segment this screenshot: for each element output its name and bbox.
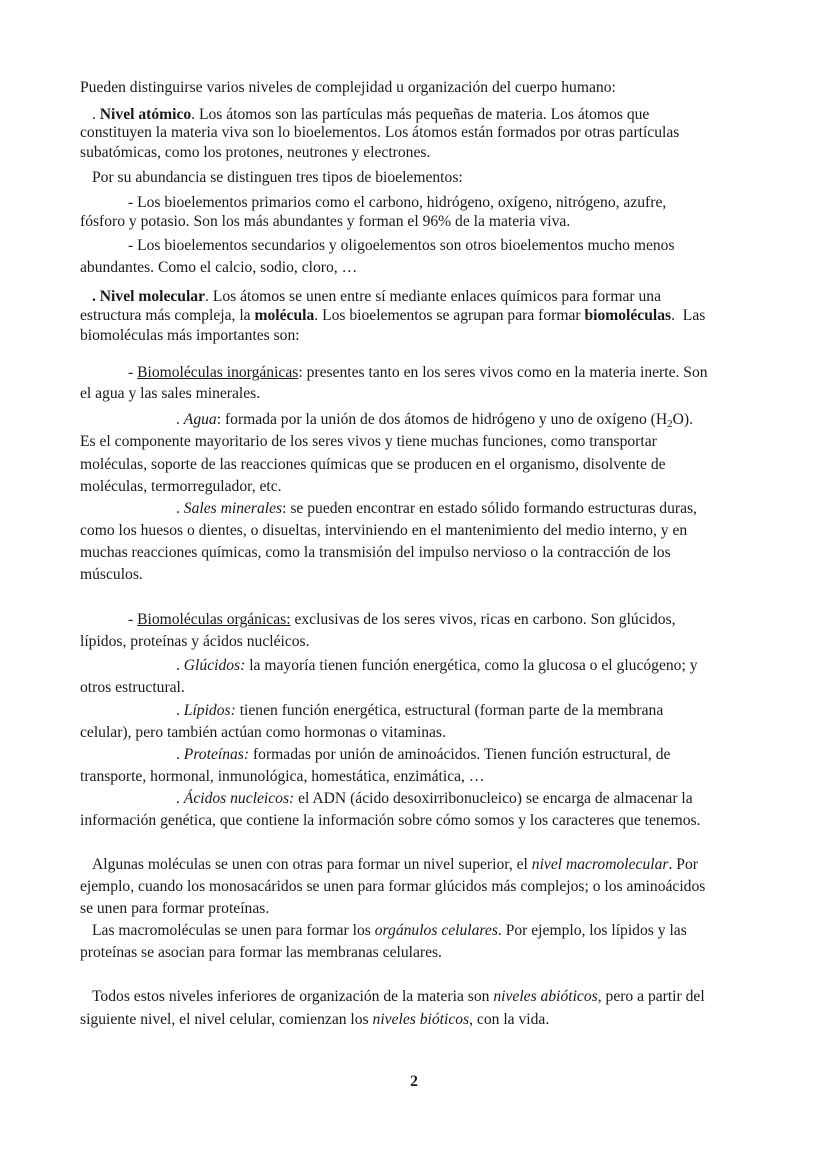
text-span: -	[128, 364, 138, 381]
text-line	[92, 105, 649, 125]
text-span: muchas reacciones químicas, como la transmisión del impulso nervioso o la contracción de los	[80, 544, 671, 561]
text-span: Es el componente mayoritario de los seres vivos y tiene muchas funciones, como transportar	[80, 433, 657, 450]
text-span: . Los átomos son las partículas más pequeñas de materia. Los átomos que	[191, 106, 650, 123]
text-span: lípidos, proteínas y ácidos nucléicos.	[80, 633, 310, 650]
text-line	[80, 78, 616, 98]
text-span: - Los bioelementos secundarios y oligoelementos son otros bioelementos mucho menos	[128, 237, 675, 254]
italic-text: nivel macromolecular	[531, 856, 669, 873]
text-line	[80, 258, 357, 278]
text-line	[128, 193, 666, 213]
italic-text: Glúcidos:	[183, 657, 246, 674]
text-span: . Los átomos se unen entre sí mediante enlaces químicos para formar una	[205, 288, 661, 305]
page-number: 2	[410, 1073, 418, 1090]
italic-text: Lípidos:	[183, 702, 236, 719]
text-span: biomoléculas más importantes son:	[80, 327, 300, 344]
text-line	[80, 123, 679, 143]
text-line	[80, 212, 570, 232]
text-line	[128, 236, 675, 256]
text-line	[80, 384, 260, 404]
text-span: , con la vida.	[469, 1011, 550, 1028]
italic-text: orgánulos celulares	[374, 922, 498, 939]
underlined-text: Biomoléculas orgánicas:	[137, 611, 291, 628]
text-span: ejemplo, cuando los monosacáridos se unen para formar glúcidos más complejos; o los aminoácidos	[80, 878, 706, 895]
text-line	[176, 745, 670, 765]
text-span: celular), pero también actúan como hormonas o vitaminas.	[80, 724, 446, 741]
bold-text: . Nivel molecular	[92, 288, 206, 305]
text-span: tienen función energética, estructural (forman parte de la membrana	[235, 702, 664, 719]
text-line	[80, 678, 185, 698]
text-span: la mayoría tienen función energética, como la glucosa o el glucógeno; y	[245, 657, 698, 674]
text-span: .	[176, 657, 184, 674]
text-span: . Por ejemplo, los lípidos y las	[497, 922, 687, 939]
text-line	[80, 543, 671, 563]
text-span: . Por	[668, 856, 698, 873]
bold-text: Nivel atómico	[99, 106, 192, 123]
text-line	[80, 326, 300, 346]
text-span: proteínas se asocian para formar las membranas celulares.	[80, 944, 442, 961]
text-span: músculos.	[80, 566, 143, 583]
text-span: . Las	[671, 307, 706, 324]
text-span: el agua y las sales minerales.	[80, 385, 261, 402]
text-line	[176, 789, 693, 809]
text-span: .	[176, 746, 184, 763]
bold-text: molécula	[254, 307, 315, 324]
text-span: : presentes tanto en los seres vivos como en la materia inerte. Son	[298, 364, 708, 381]
text-line	[80, 811, 701, 831]
text-line	[128, 363, 708, 383]
text-span: otros estructural.	[80, 679, 185, 696]
text-span: -	[128, 611, 138, 628]
text-span: Las macromoléculas se unen para formar los	[92, 922, 375, 939]
text-span: información genética, que contiene la información sobre cómo somos y los caracteres que tenemos.	[80, 812, 701, 829]
text-span: exclusivas de los seres vivos, ricas en carbono. Son glúcidos,	[290, 611, 676, 628]
text-span: Todos estos niveles inferiores de organización de la materia son	[92, 988, 494, 1005]
text-line	[80, 943, 442, 963]
text-span: fósforo y potasio. Son los más abundantes y forman el 96% de la materia viva.	[80, 213, 571, 230]
text-span: el ADN (ácido desoxirribonucleico) se encarga de almacenar la	[294, 790, 693, 807]
text-span: formadas por unión de aminoácidos. Tienen función estructural, de	[249, 746, 671, 763]
text-span: Por su abundancia se distinguen tres tipos de bioelementos:	[92, 169, 463, 186]
text-span: estructura más compleja, la	[80, 307, 255, 324]
text-span: . Los bioelementos se agrupan para formar	[314, 307, 585, 324]
text-span: O).	[672, 411, 693, 428]
text-line	[80, 767, 484, 787]
text-span: .	[176, 790, 184, 807]
text-line	[92, 287, 661, 307]
text-line	[92, 987, 705, 1007]
underlined-text: Biomoléculas inorgánicas	[137, 364, 299, 381]
text-span: .	[176, 500, 184, 517]
text-span: : formada por la unión de dos átomos de hidrógeno y uno de oxígeno (H	[216, 411, 668, 428]
text-line	[176, 701, 663, 721]
bold-text: biomoléculas	[584, 307, 672, 324]
subscript-text: 2	[667, 418, 673, 430]
italic-text: Ácidos nucleicos:	[183, 790, 295, 807]
text-line	[128, 610, 676, 630]
text-line	[80, 899, 269, 919]
text-line	[80, 877, 705, 897]
text-line	[80, 632, 310, 652]
text-span: .	[176, 411, 184, 428]
text-line	[176, 499, 697, 519]
text-line	[80, 565, 143, 585]
text-span: como los huesos o dientes, o disueltas, interviniendo en el mantenimiento del medio interno, y en	[80, 522, 688, 539]
text-span: transporte, hormonal, inmunológica, homestática, enzimática, …	[80, 768, 485, 785]
text-span: subatómicas, como los protones, neutrones y electrones.	[80, 144, 431, 161]
text-line	[176, 656, 698, 676]
text-line	[92, 921, 687, 941]
text-line	[80, 455, 666, 475]
text-line	[80, 306, 705, 326]
text-span: constituyen la materia viva son lo bioelementos. Los átomos están formados por otras partículas	[80, 124, 680, 141]
text-line	[80, 1010, 549, 1030]
text-line	[80, 521, 687, 541]
text-line	[80, 723, 446, 743]
text-span: moléculas, termorregulador, etc.	[80, 478, 282, 495]
text-span: : se pueden encontrar en estado sólido formando estructuras duras,	[282, 500, 697, 517]
text-span: - Los bioelementos primarios como el carbono, hidrógeno, oxígeno, nitrógeno, azufre,	[128, 194, 667, 211]
italic-text: niveles abióticos	[493, 988, 598, 1005]
text-line	[80, 143, 430, 163]
text-span: abundantes. Como el calcio, sodio, cloro, …	[80, 259, 358, 276]
italic-text: Sales minerales	[183, 500, 283, 517]
italic-text: niveles bióticos	[372, 1011, 470, 1028]
text-line	[80, 432, 657, 452]
text-line	[176, 410, 693, 434]
text-span: Pueden distinguirse varios niveles de complejidad u organización del cuerpo humano:	[80, 79, 616, 96]
text-line	[92, 855, 698, 875]
text-span: .	[176, 702, 184, 719]
text-span: siguiente nivel, el nivel celular, comienzan los	[80, 1011, 373, 1028]
text-span: , pero a partir del	[597, 988, 705, 1005]
text-line	[80, 477, 282, 497]
text-span: .	[92, 106, 100, 123]
text-line	[92, 168, 463, 188]
text-span: Algunas moléculas se unen con otras para formar un nivel superior, el	[92, 856, 532, 873]
italic-text: Agua	[183, 411, 217, 428]
text-span: se unen para formar proteínas.	[80, 900, 270, 917]
text-span: moléculas, soporte de las reacciones químicas que se producen en el organismo, disolvente de	[80, 456, 666, 473]
italic-text: Proteínas:	[183, 746, 250, 763]
